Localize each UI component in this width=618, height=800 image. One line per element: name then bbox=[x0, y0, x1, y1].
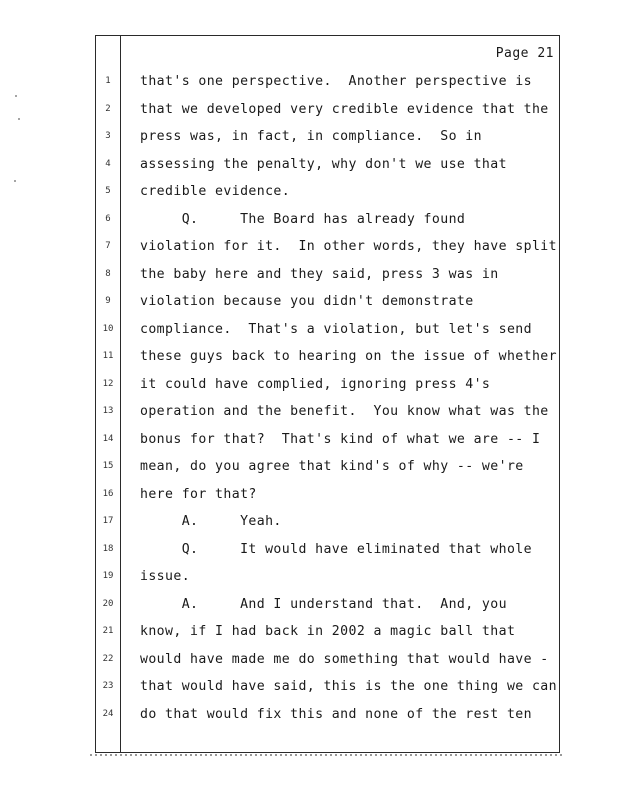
page-number: Page 21 bbox=[495, 46, 554, 61]
transcript-line bbox=[0, 701, 618, 729]
line-number: 16 bbox=[102, 488, 114, 499]
transcript-line bbox=[0, 536, 618, 564]
line-number: 14 bbox=[102, 433, 114, 444]
transcript-body bbox=[0, 68, 618, 728]
transcript-line bbox=[0, 316, 618, 344]
line-number: 3 bbox=[105, 131, 111, 141]
line-text: that we developed very credible evidence that the bbox=[140, 101, 549, 117]
line-number: 22 bbox=[102, 653, 114, 664]
line-text: A. And I understand that. And, you bbox=[140, 596, 507, 612]
line-number: 18 bbox=[102, 543, 114, 554]
line-text: it could have complied, ignoring press 4's bbox=[140, 376, 491, 392]
line-text: operation and the benefit. You know what was the bbox=[140, 404, 549, 419]
line-text: Q. It would have eliminated that whole bbox=[140, 541, 532, 557]
transcript-line bbox=[0, 96, 618, 124]
transcript-line bbox=[0, 426, 618, 454]
line-text: that's one perspective. Another perspective is bbox=[140, 74, 532, 89]
line-text: know, if I had back in 2002 a magic ball that bbox=[140, 624, 516, 639]
line-number: 17 bbox=[102, 516, 114, 526]
line-number: 23 bbox=[102, 681, 114, 691]
transcript-line bbox=[0, 178, 618, 206]
line-text: issue. bbox=[140, 569, 191, 584]
transcript-line bbox=[0, 123, 618, 151]
line-number: 1 bbox=[105, 76, 111, 86]
line-text: would have made me do something that would have - bbox=[140, 651, 549, 667]
transcript-line bbox=[0, 398, 618, 426]
line-number: 12 bbox=[102, 378, 114, 389]
line-text: A. Yeah. bbox=[140, 514, 282, 529]
line-number: 6 bbox=[105, 213, 111, 224]
line-number: 11 bbox=[102, 351, 114, 361]
line-number: 13 bbox=[102, 406, 114, 416]
transcript-line bbox=[0, 508, 618, 536]
line-text: these guys back to hearing on the issue of whether bbox=[140, 349, 557, 364]
transcript-line bbox=[0, 288, 618, 316]
line-text: assessing the penalty, why don't we use that bbox=[140, 156, 507, 172]
line-text: press was, in fact, in compliance. So in bbox=[140, 129, 482, 144]
line-number: 15 bbox=[102, 461, 114, 471]
line-number: 24 bbox=[102, 708, 114, 719]
line-text: violation because you didn't demonstrate bbox=[140, 294, 474, 309]
line-text: mean, do you agree that kind's of why -- we're bbox=[140, 459, 524, 474]
line-number: 10 bbox=[102, 323, 114, 334]
line-text: Q. The Board has already found bbox=[140, 211, 466, 227]
line-text: the baby here and they said, press 3 was in bbox=[140, 266, 499, 282]
transcript-line bbox=[0, 646, 618, 674]
transcript-line bbox=[0, 343, 618, 371]
line-text: do that would fix this and none of the rest ten bbox=[140, 706, 532, 722]
line-text: that would have said, this is the one thing we can bbox=[140, 679, 557, 694]
line-text: credible evidence. bbox=[140, 184, 291, 199]
transcript-line bbox=[0, 563, 618, 591]
transcript-line bbox=[0, 233, 618, 261]
line-number: 8 bbox=[105, 268, 111, 279]
line-text: here for that? bbox=[140, 486, 257, 502]
transcript-line bbox=[0, 481, 618, 509]
line-number: 9 bbox=[105, 296, 111, 306]
scan-speck bbox=[15, 95, 17, 97]
scan-speck bbox=[14, 180, 16, 182]
line-number: 19 bbox=[102, 571, 114, 581]
transcript-line bbox=[0, 371, 618, 399]
transcript-line bbox=[0, 261, 618, 289]
transcript-line bbox=[0, 673, 618, 701]
line-number: 5 bbox=[105, 186, 111, 196]
line-text: bonus for that? That's kind of what we are -- I bbox=[140, 431, 541, 447]
line-number: 4 bbox=[105, 158, 111, 169]
transcript-line bbox=[0, 151, 618, 179]
transcript-line bbox=[0, 618, 618, 646]
transcript-line bbox=[0, 68, 618, 96]
transcript-line bbox=[0, 206, 618, 234]
line-number: 2 bbox=[105, 103, 111, 114]
line-number: 7 bbox=[105, 241, 111, 251]
line-number: 20 bbox=[102, 598, 114, 609]
line-text: compliance. That's a violation, but let's send bbox=[140, 321, 532, 337]
transcript-line bbox=[0, 453, 618, 481]
scan-speck bbox=[18, 118, 20, 120]
line-text: violation for it. In other words, they have split bbox=[140, 239, 557, 254]
transcript-line bbox=[0, 591, 618, 619]
line-number: 21 bbox=[102, 626, 114, 636]
